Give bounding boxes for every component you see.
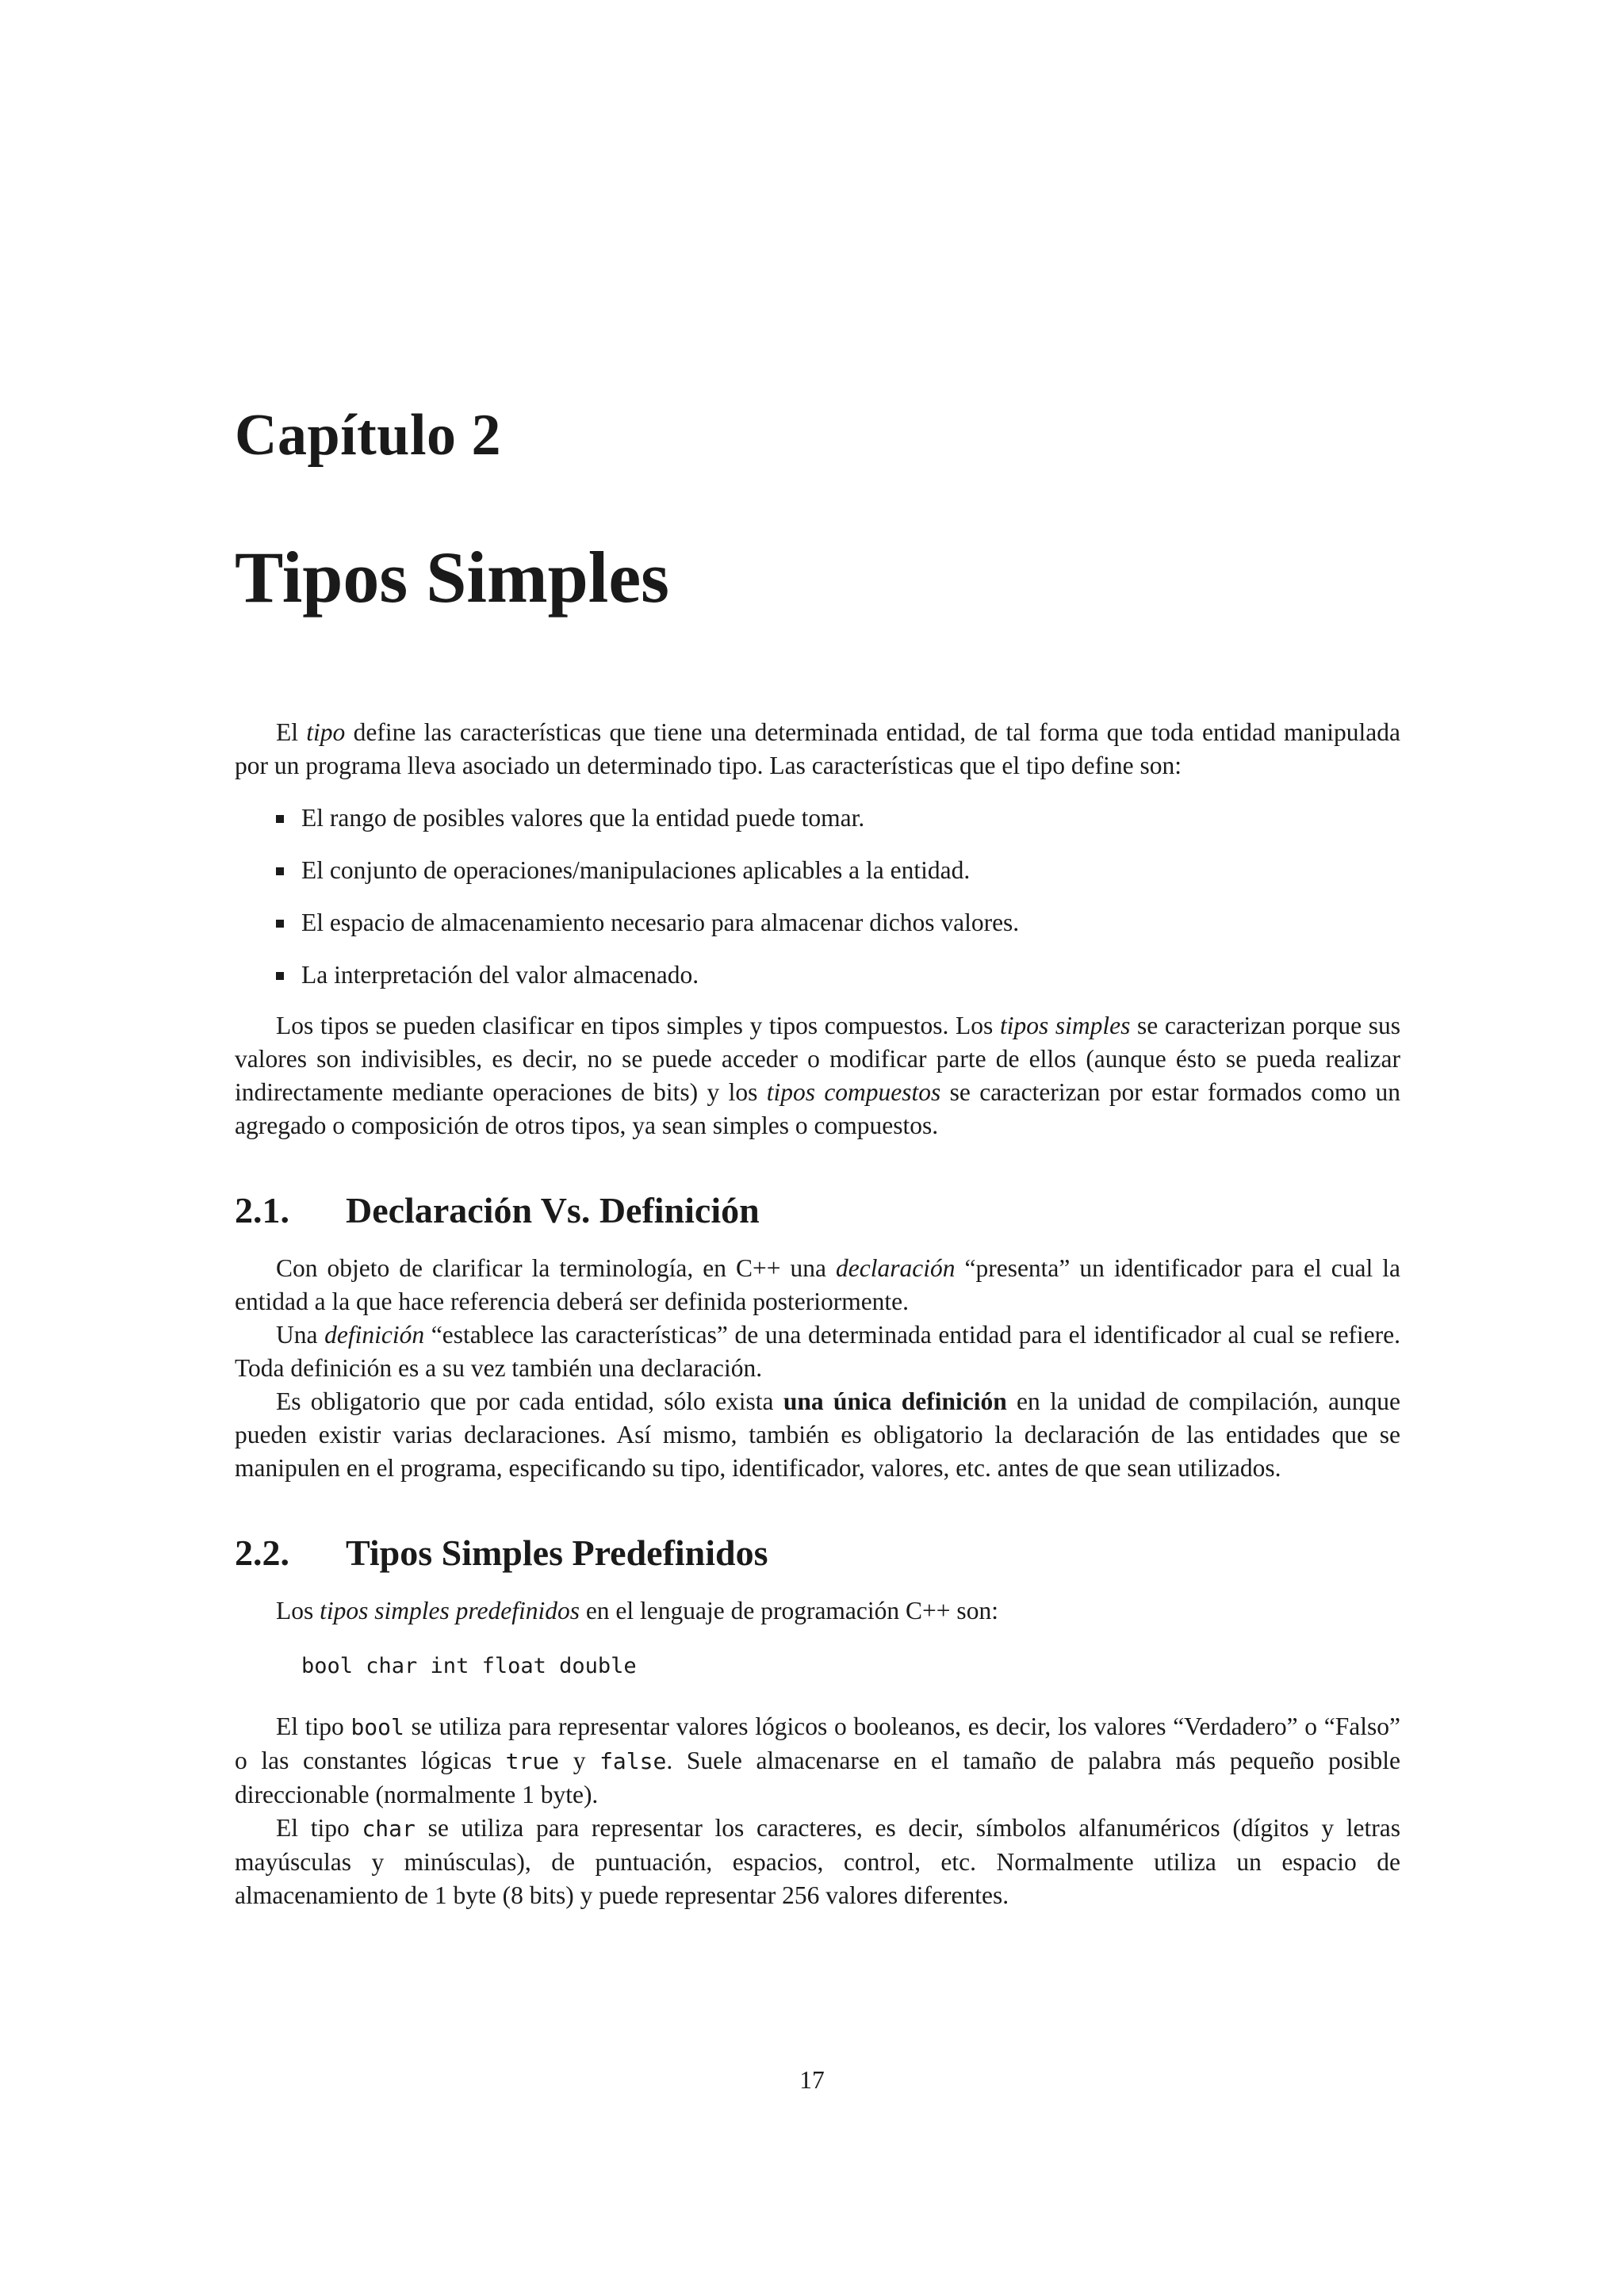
text-run: Los tipos se pueden clasificar en tipos simples y tipos compuestos. Los (276, 1012, 1000, 1039)
bullet-icon (276, 815, 284, 823)
code-char: char (362, 1816, 416, 1842)
section-heading-2-2 (235, 1531, 1400, 1575)
list-item (235, 906, 1400, 939)
bullet-icon (276, 867, 284, 875)
page-number: 17 (799, 2066, 825, 2094)
text-run: “presenta” un identificador para el cual la entidad a la que hace referencia deberá ser definida posteriormente. (235, 1254, 1401, 1315)
section-1-paragraph-2 (235, 1318, 1400, 1385)
intro-paragraph-1 (235, 716, 1400, 783)
term-tipos-simples: tipos simples (999, 1012, 1131, 1039)
term-definicion: definición (324, 1321, 425, 1349)
section-2-paragraph-2 (235, 1710, 1400, 1812)
code-true: true (505, 1748, 560, 1774)
section-2-paragraph-1 (235, 1594, 1400, 1628)
text-run: “establece las características” de una determinada entidad para el identificador al cual se refiere. Toda definición es a su vez también una declaración. (235, 1321, 1400, 1382)
list-item (235, 802, 1400, 835)
characteristics-list (235, 802, 1400, 992)
text-run: en el lenguaje de programación C++ son: (579, 1597, 998, 1624)
bullet-icon (276, 972, 284, 980)
text-run: El tipo (276, 1712, 351, 1740)
term-declaracion: declaración (836, 1254, 956, 1282)
section-number: 2.2. (235, 1533, 289, 1573)
bullet-icon (276, 920, 284, 928)
text-run: en la unidad de compilación, aunque pueden existir varias declaraciones. Así mismo, también es obligatorio la declaración de las entidades que se manipulen en el programa, especificando su tipo, identificador, valores, etc. antes de que sean utilizados. (235, 1387, 1401, 1482)
text-run: Una (276, 1321, 325, 1349)
section-title: Declaración Vs. Definición (346, 1190, 760, 1230)
list-item-text: La interpretación del valor almacenado. (301, 961, 699, 989)
intro-paragraph-2 (235, 1009, 1400, 1142)
list-item-text: El conjunto de operaciones/manipulaciones aplicables a la entidad. (301, 856, 971, 884)
chapter-title: Tipos Simples (235, 537, 669, 618)
list-item-text: El rango de posibles valores que la entidad puede tomar. (301, 804, 865, 832)
code-false: false (599, 1748, 667, 1774)
section-1-paragraph-3 (235, 1385, 1400, 1485)
text-run: se utiliza para representar los caracteres, es decir, símbolos alfanuméricos (dígitos y letras mayúsculas y minúsculas), de puntuación, espacios, control, etc. Normalmente utiliza un espacio de almacenamiento de 1 byte (8 bits) y puede representar 256 valores diferentes. (235, 1814, 1400, 1909)
text-run: . Suele almacenarse en el tamaño de palabra más pequeño posible direccionable (normalmente 1 byte). (235, 1747, 1401, 1808)
chapter-label: Capítulo 2 (235, 403, 502, 468)
text-run: se utiliza para representar valores lógicos o booleanos, es decir, los valores “Verdadero” o “Falso” o las constantes lógicas (235, 1712, 1401, 1774)
text-run: y (559, 1747, 600, 1774)
text-run: Con objeto de clarificar la terminología, en C++ una (276, 1254, 837, 1282)
term-tipos-compuestos: tipos compuestos (766, 1078, 941, 1106)
section-1-paragraph-1 (235, 1252, 1400, 1318)
list-item (235, 959, 1400, 992)
section-heading-2-1 (235, 1188, 1400, 1233)
section-2-paragraph-3 (235, 1812, 1400, 1912)
text-run: se caracterizan porque sus valores son indivisibles, es decir, no se puede acceder o modificar parte de ellos (aunque ésto se pueda realizar indirectamente mediante operaciones de bits) y los (235, 1012, 1400, 1106)
term-tipos-simples-predefinidos: tipos simples predefinidos (320, 1597, 580, 1624)
emphasis-unica-definicion: una única definición (783, 1387, 1007, 1415)
text-run: Es obligatorio que por cada entidad, sólo exista (276, 1387, 783, 1415)
body-text (235, 716, 1400, 1912)
text-run: se caracterizan por estar formados como un agregado o composición de otros tipos, ya sean simples o compuestos. (235, 1078, 1400, 1139)
list-item-text: El espacio de almacenamiento necesario para almacenar dichos valores. (301, 909, 1020, 936)
text-run: define las características que tiene una determinada entidad, de tal forma que toda entidad manipulada por un programa lleva asociado un determinado tipo. Las características que el tipo define son: (235, 718, 1400, 779)
term-tipo: tipo (306, 718, 346, 746)
list-item (235, 854, 1400, 887)
text-run: El tipo (276, 1814, 362, 1842)
section-title: Tipos Simples Predefinidos (346, 1533, 768, 1573)
code-sample: bool char int float double (301, 1654, 637, 1678)
text-run: Los (276, 1597, 320, 1624)
section-number: 2.1. (235, 1190, 289, 1230)
text-run: El (276, 718, 307, 746)
code-bool: bool (350, 1714, 404, 1740)
